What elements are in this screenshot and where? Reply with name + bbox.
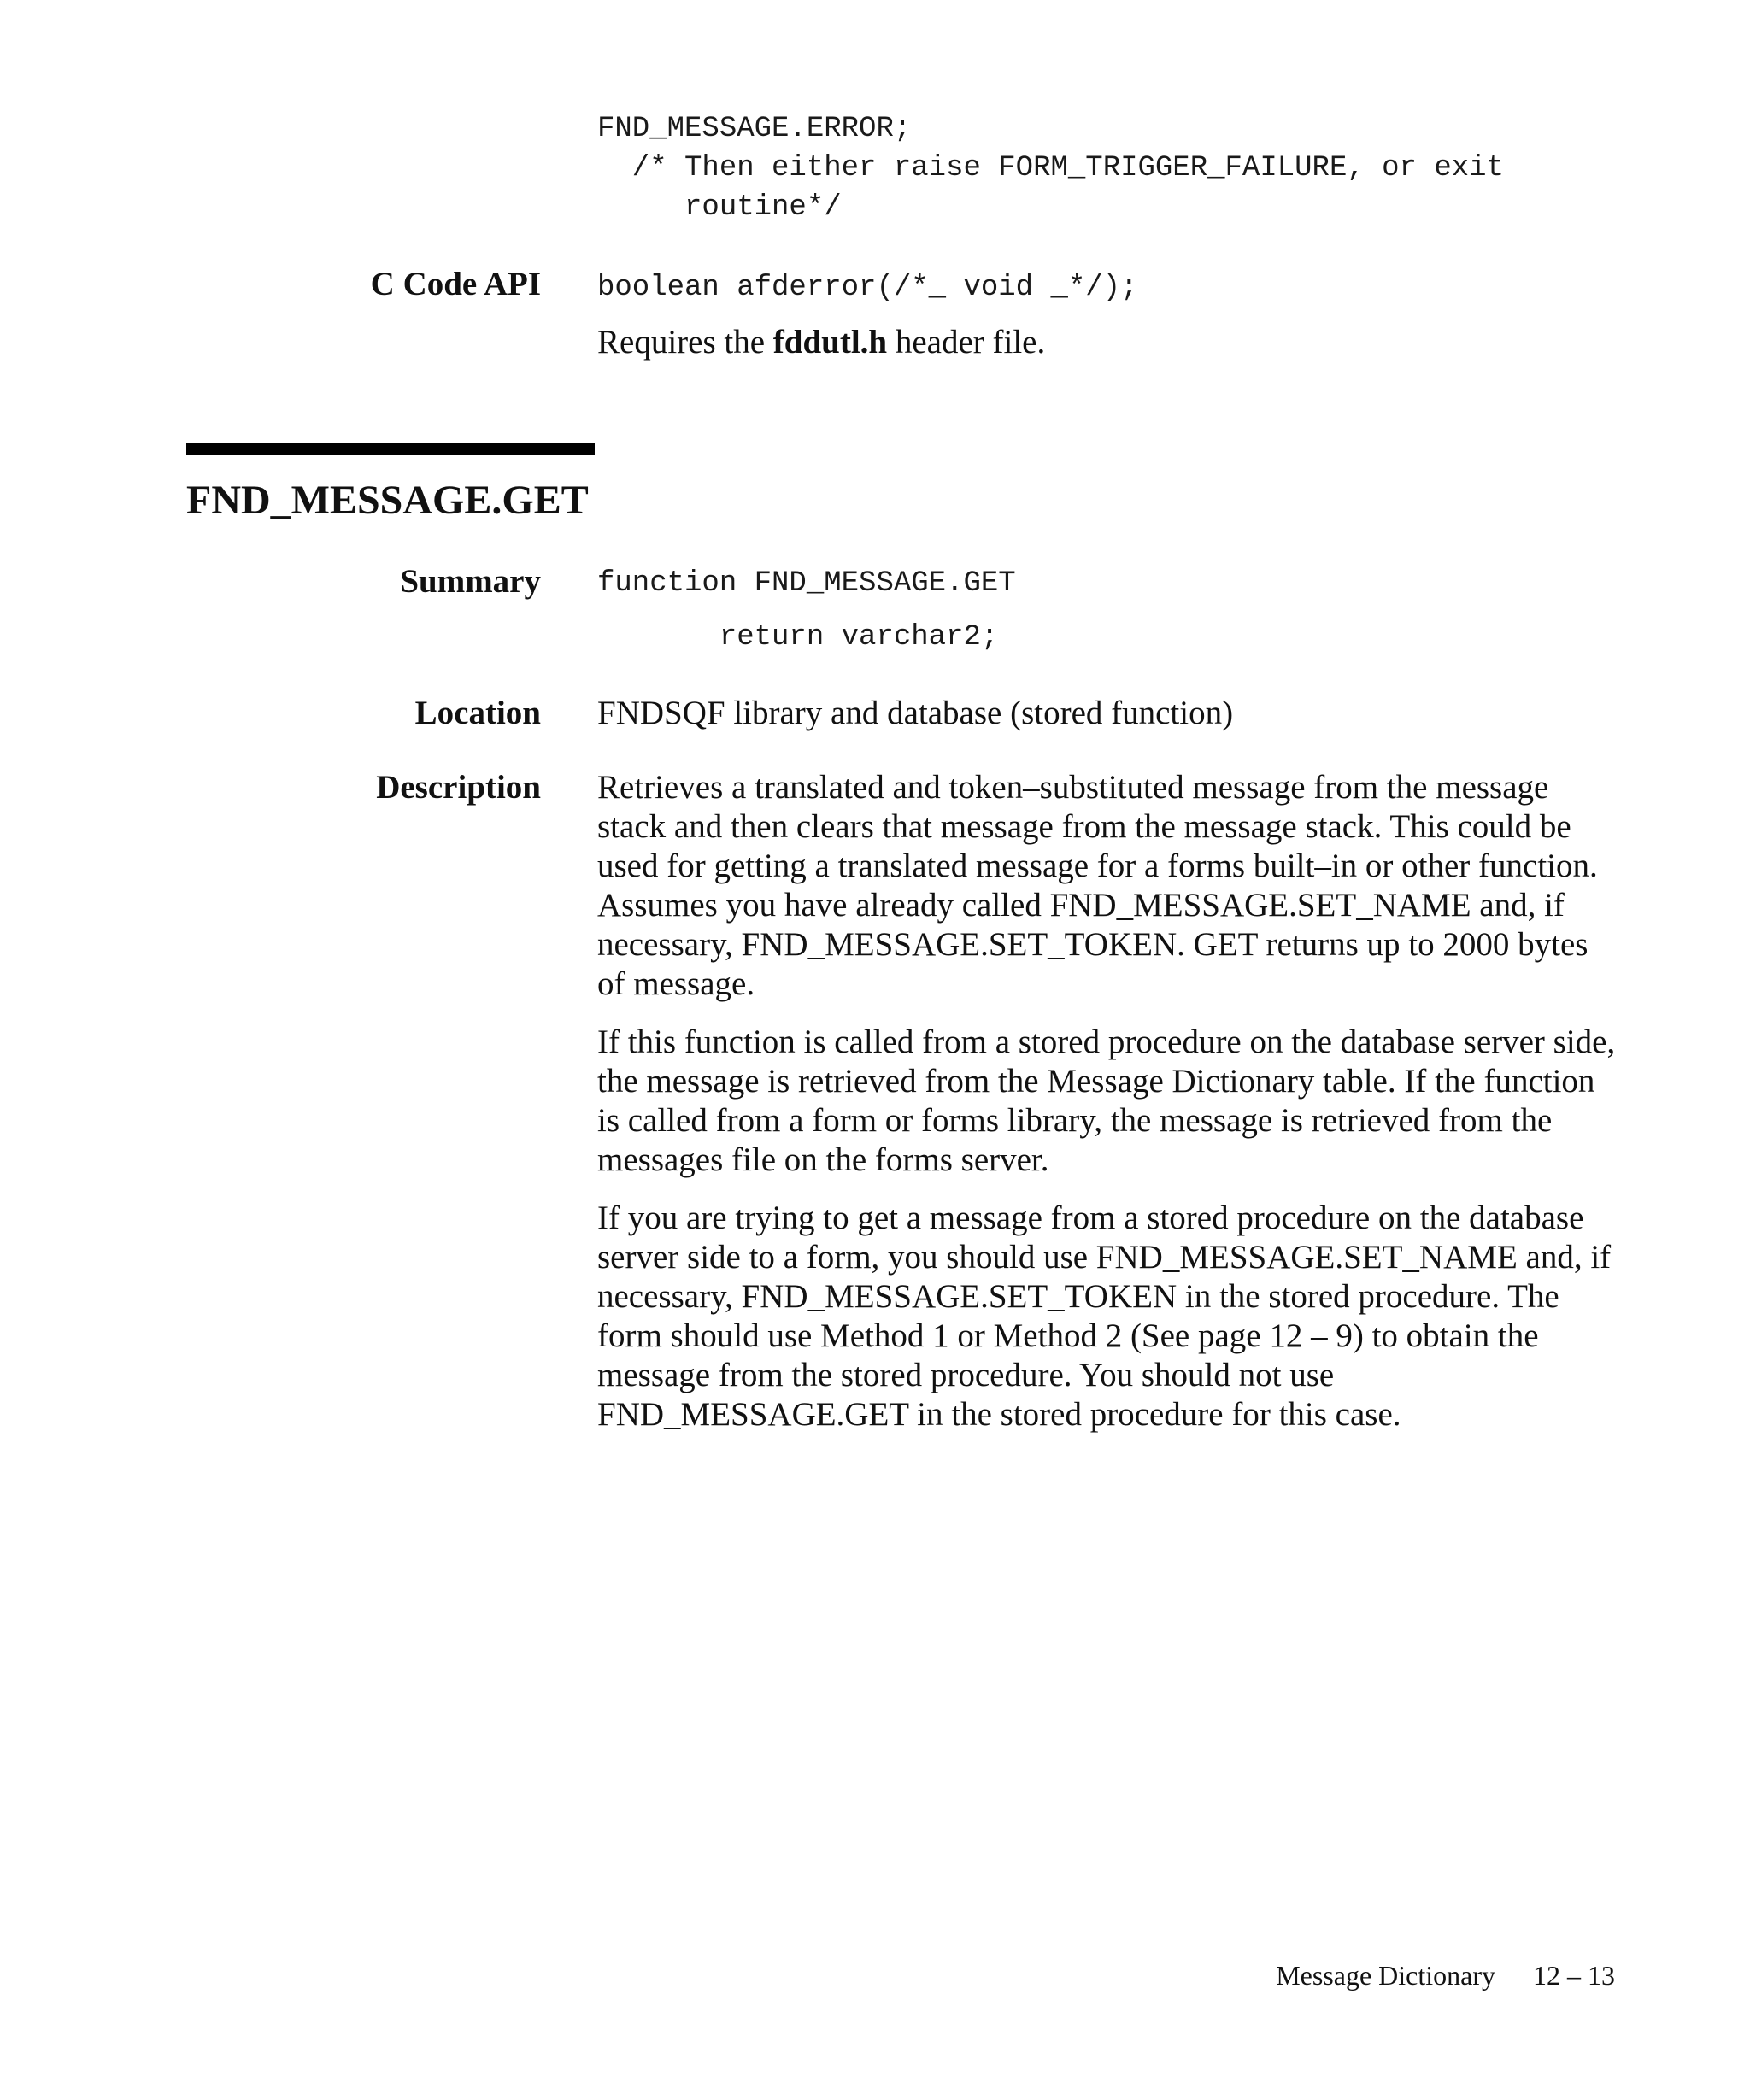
description-paragraph-3: If you are trying to get a message from a stored procedure on the database server side to a form, you should use FND_MESSAGE.SET_NAME and, if necessary, FND_MESSAGE.SET_TOKEN in the stored procedure. The form should use Method 1 or Method 2 (See page 12 – 9) to obtain the message from the stored procedure. You should not use FND_MESSAGE.GET in the stored procedure for this case. <box>597 1200 1612 1433</box>
summary-code-line2: return varchar2; <box>597 621 999 654</box>
section-title: FND_MESSAGE.GET <box>186 478 589 523</box>
description-label: Description <box>376 769 541 806</box>
description-paragraph-2: If this function is called from a stored procedure on the database server side, the message is retrieved from the Message Dictionary table. If the function is called from a form or forms library, the message is retrieved from the messages file on the forms server. <box>597 1024 1616 1178</box>
code-line-comment: /* Then either raise FORM_TRIGGER_FAILURE, or exit <box>597 152 1504 185</box>
c-code-api-code: boolean afderror(/*_ void _*/); <box>597 272 1138 304</box>
description-paragraph-1: Retrieves a translated and token–substituted message from the message stack and then clears that message from the message stack. This could be used for getting a translated message for a forms built–in or other function. Assumes you have already called FND_MESSAGE.SET_NAME and, if necessary, FND_MESSAGE.SET_TOKEN. GET returns up to 2000 bytes of message. <box>597 769 1598 1002</box>
code-line-error: FND_MESSAGE.ERROR; <box>597 113 912 145</box>
requires-prefix: Requires the <box>597 324 773 361</box>
header-file-name: fddutl.h <box>772 324 888 361</box>
footer-page-number: 12 – 13 <box>1533 1960 1615 1991</box>
location-label: Location <box>414 695 541 731</box>
summary-label: Summary <box>400 563 541 600</box>
summary-code-line1: function FND_MESSAGE.GET <box>597 567 1016 600</box>
page-footer <box>1276 1960 1615 1991</box>
location-text <box>597 694 1623 733</box>
c-code-api-label: C Code API <box>370 266 541 302</box>
location-value: FNDSQF library and database (stored function) <box>597 695 1234 731</box>
requires-suffix: header file. <box>887 324 1046 361</box>
section-rule <box>186 443 595 455</box>
code-line-comment-end: routine*/ <box>597 191 842 224</box>
c-code-api-requires <box>597 323 1623 362</box>
footer-chapter: Message Dictionary <box>1276 1960 1495 1991</box>
description-body <box>597 768 1623 1434</box>
